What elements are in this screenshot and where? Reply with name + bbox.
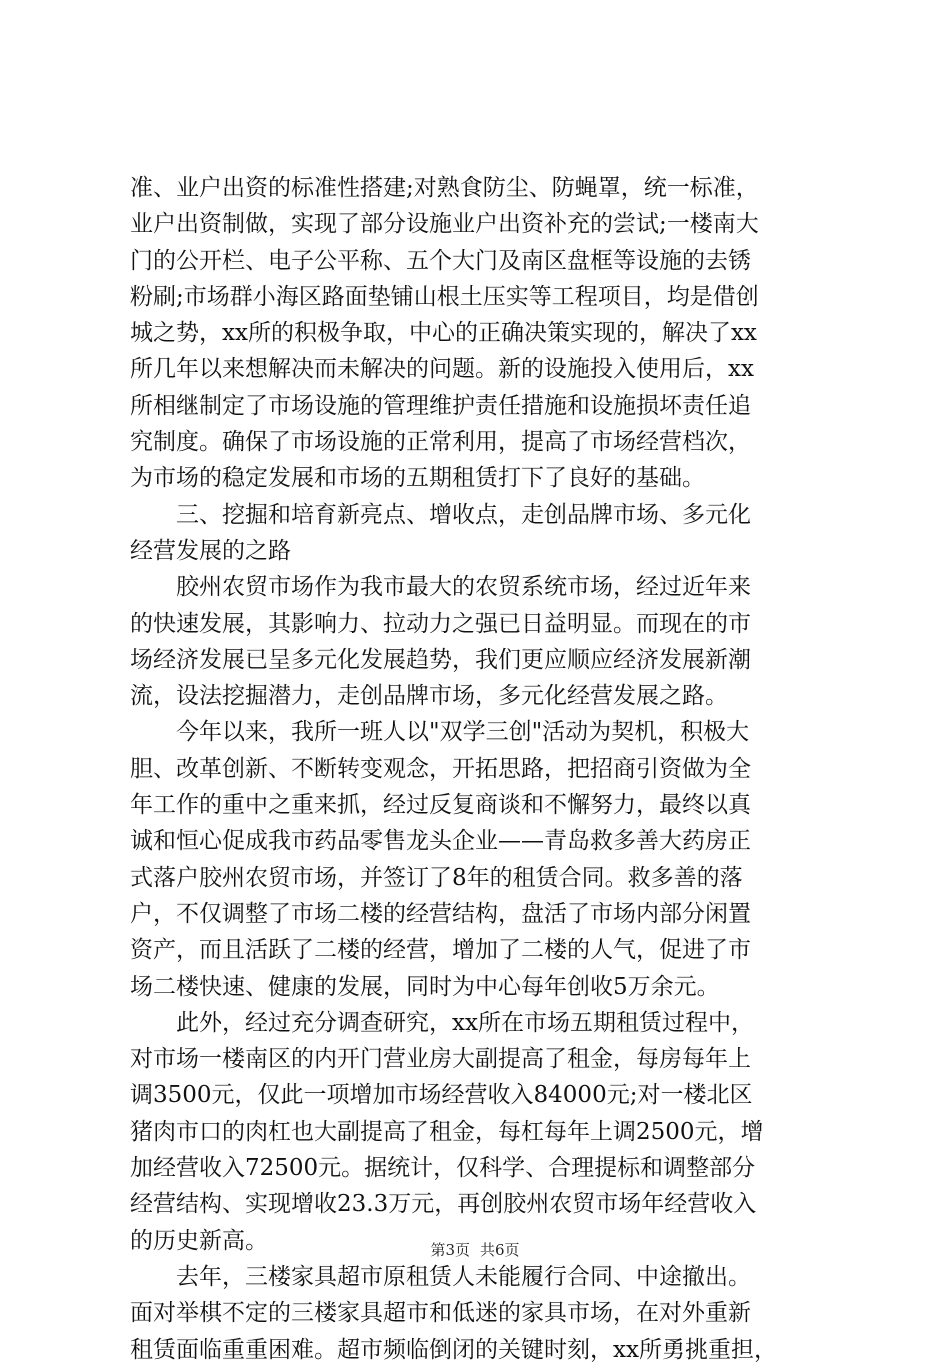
text-line: 经营结构、实现增收23.3万元，再创胶州农贸市场年经营收入: [130, 1191, 757, 1218]
text-line: 门的公开栏、电子公平称、五个大门及南区盘框等设施的去锈: [130, 247, 751, 274]
text-line: 式落户胶州农贸市场，并签订了8年的租赁合同。救多善的落: [130, 864, 743, 891]
text-line: 业户出资制做，实现了部分设施业户出资补充的尝试;一楼南大: [130, 211, 759, 238]
text-line: 粉刷;市场群小海区路面垫铺山根土压实等工程项目，均是借创: [130, 283, 759, 310]
text-line: 场经济发展已呈多元化发展趋势，我们更应顺应经济发展新潮: [130, 646, 751, 673]
text-line: 此外，经过充分调查研究，xx所在市场五期租赁过程中，: [176, 1009, 754, 1036]
text-line: 租赁面临重重困难。超市频临倒闭的关键时刻，xx所勇挑重担，: [130, 1336, 777, 1363]
text-line: 户，不仅调整了市场二楼的经营结构，盘活了市场内部分闲置: [130, 900, 751, 927]
text-line: 调3500元，仅此一项增加市场经营收入84000元;对一楼北区: [130, 1082, 753, 1109]
text-line: 的历史新高。: [130, 1227, 268, 1254]
text-line: 加经营收入72500元。据统计，仅科学、合理提标和调整部分: [130, 1155, 756, 1182]
text-line: 胆、改革创新、不断转变观念，开拓思路，把招商引资做为全: [130, 755, 751, 782]
text-line: 今年以来，我所一班人以"双学三创"活动为契机，积极大: [176, 719, 750, 746]
text-line: 资产，而且活跃了二楼的经营，增加了二楼的人气，促进了市: [130, 937, 751, 964]
page-footer: [0, 1240, 950, 1260]
text-line: 究制度。确保了市场设施的正常利用，提高了市场经营档次，: [130, 429, 751, 456]
page-total: 共6页: [480, 1241, 520, 1259]
text-line: 所几年以来想解决而未解决的问题。新的设施投入使用后，xx: [130, 356, 754, 383]
text-line: 城之势，xx所的积极争取，中心的正确决策实现的，解决了xx: [130, 320, 757, 347]
text-line: 流，设法挖掘潜力，走创品牌市场，多元化经营发展之路。: [130, 683, 728, 710]
text-line: 猪肉市口的肉杠也大副提高了租金，每杠每年上调2500元，增: [130, 1118, 764, 1145]
text-line: 为市场的稳定发展和市场的五期租赁打下了良好的基础。: [130, 465, 705, 492]
text-line: 面对举棋不定的三楼家具超市和低迷的家具市场，在对外重新: [130, 1300, 751, 1327]
body-text: [130, 170, 830, 1368]
text-line: 场二楼快速、健康的发展，同时为中心每年创收5万余元。: [130, 973, 720, 1000]
text-line: 胶州农贸市场作为我市最大的农贸系统市场，经过近年来: [176, 574, 751, 601]
page-number: 第3页: [430, 1241, 470, 1259]
text-line: 经营发展的之路: [130, 537, 291, 564]
text-line: 准、业户出资的标准性搭建;对熟食防尘、防蝇罩，统一标准，: [130, 175, 759, 201]
text-line: 去年，三楼家具超市原租赁人未能履行合同、中途撤出。: [176, 1263, 751, 1290]
text-line: 的快速发展，其影响力、拉动力之强已日益明显。而现在的市: [130, 610, 751, 637]
text-line: 对市场一楼南区的内开门营业房大副提高了租金，每房每年上: [130, 1046, 751, 1073]
text-line: 所相继制定了市场设施的管理维护责任措施和设施损坏责任追: [130, 392, 751, 419]
text-line: 诚和恒心促成我市药品零售龙头企业——青岛救多善大药房正: [130, 828, 751, 855]
text-line: 年工作的重中之重来抓，经过反复商谈和不懈努力，最终以真: [130, 792, 751, 819]
text-line: 三、挖掘和培育新亮点、增收点，走创品牌市场、多元化: [176, 501, 751, 528]
